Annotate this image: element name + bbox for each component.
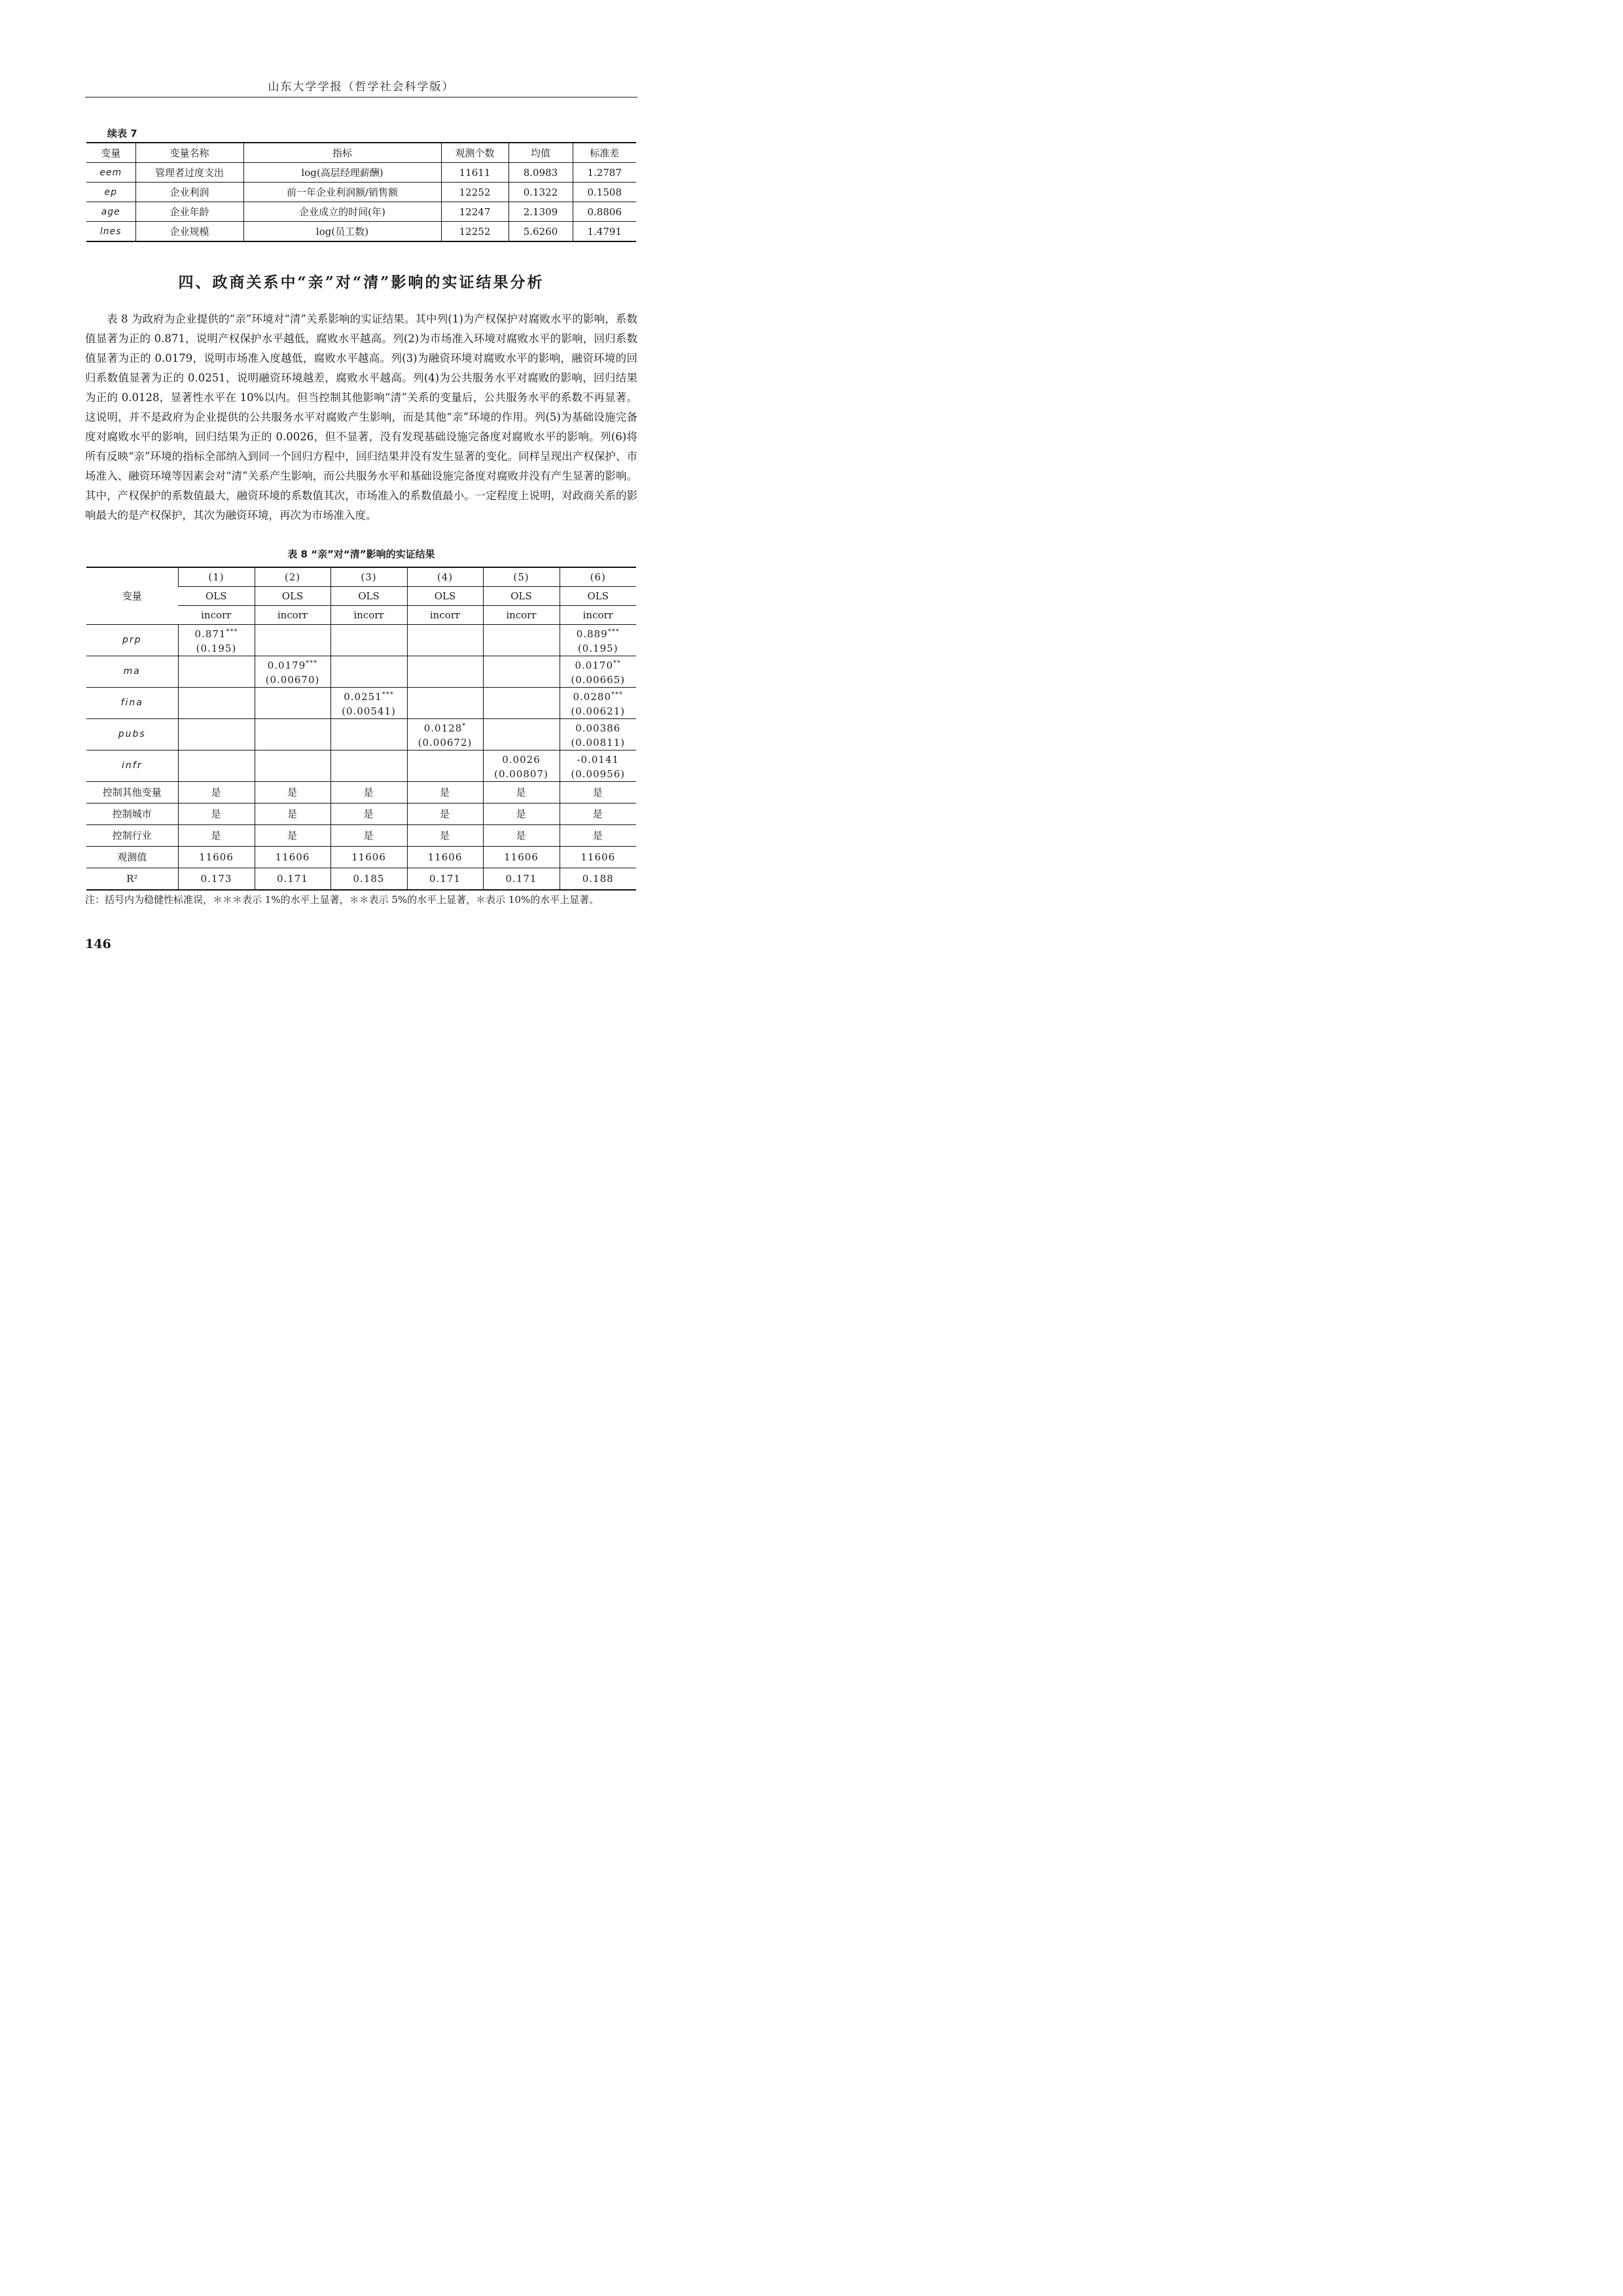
- table8-control-row: [86, 781, 636, 803]
- table8-coef-cell: [255, 624, 330, 656]
- significance-stars: *: [462, 722, 467, 730]
- table8-coef-cell: [178, 750, 255, 781]
- table8-coef-cell: [483, 624, 560, 656]
- table7-header-cell: 指标: [243, 143, 441, 163]
- body-paragraph: 表 8 为政府为企业提供的“亲”环境对“清”关系影响的实证结果。其中列(1)为产权保护对腐败水平的影响，系数值显著为正的 0.871，说明产权保护水平越低，腐败水平越高。列(2)为市场准入环境对腐败水平的影响，回归系数值显著为正的 0.0179，说明市场准入度越低，腐败水平越高。列(3)为融资环境对腐败水平的影响，融资环境的回归系数值显著为正的 0.0251，说明融资环境越差，腐败水平越高。列(4)为公共服务水平对腐败的影响，回归结果为正的 0.0128，显著性水平在 10%以内。但当控制其他影响“清”关系的变量后，公共服务水平的系数不再显著。这说明，并不是政府为企业提供的公共服务水平对腐败产生影响，而是其他“亲”环境的作用。列(5)为基础设施完备度对腐败水平的影响，回归结果为正的 0.0026，但不显著，没有发现基础设施完备度对腐败水平的影响。列(6)将所有反映“亲”环境的指标全部纳入到同一个回归方程中，回归结果并没有发生显著的变化。同样呈现出产权保护、市场准入、融资环境等因素会对“清”关系产生影响，而公共服务水平和基础设施完备度对腐败并没有产生显著的影响。其中，产权保护的系数值最大，融资环境的系数值其次，市场准入的系数值最小。一定程度上说明，对政商关系的影响最大的是产权保护，其次为融资环境，再次为市场准入度。: [85, 313, 637, 521]
- table7-header-row: [86, 143, 636, 163]
- table8-coef-cell: [560, 624, 636, 656]
- table7-cell: log(高层经理薪酬): [243, 163, 441, 183]
- table8-col-num: (4): [407, 567, 483, 586]
- table8-depvar: incorr: [178, 605, 255, 624]
- standard-error: (0.00541): [342, 705, 396, 717]
- significance-stars: ***: [382, 690, 394, 698]
- table8-col-num: (5): [483, 567, 560, 586]
- table8-control-value: 是: [330, 824, 407, 846]
- coefficient: 0.0280: [573, 690, 611, 703]
- table8-var-cell: infr: [86, 750, 178, 781]
- table8-coef-row: [86, 624, 636, 656]
- table8-coef-cell: [330, 656, 407, 687]
- table7-header-cell: 变量: [86, 143, 135, 163]
- table7-cell: 企业成立的时间(年): [243, 202, 441, 222]
- table7-cell: 管理者过度支出: [135, 163, 243, 183]
- table8-coef-cell: [407, 656, 483, 687]
- table7-cell: 0.8806: [573, 202, 636, 222]
- table7-var-cell: eem: [86, 163, 135, 183]
- table8-coef-cell: [407, 750, 483, 781]
- table8-control-label: 控制城市: [86, 803, 178, 824]
- table7-cell: 8.0983: [508, 163, 573, 183]
- table8-var-cell: pubs: [86, 718, 178, 750]
- table8-coef-cell: [330, 750, 407, 781]
- table8-col-num: (3): [330, 567, 407, 586]
- table8-control-value: 11606: [330, 846, 407, 868]
- table8-control-value: 11606: [255, 846, 330, 868]
- coefficient: 0.0170: [575, 659, 613, 671]
- running-header: 山东大学学报（哲学社会科学版）: [268, 80, 455, 94]
- table8-depvar: incorr: [560, 605, 636, 624]
- table8-control-value: 0.171: [483, 868, 560, 890]
- standard-error: (0.00621): [571, 705, 626, 717]
- table8-control-value: 是: [560, 824, 636, 846]
- table8-coef-cell: [178, 656, 255, 687]
- coefficient: 0.0128: [423, 722, 463, 734]
- table8-method: OLS: [255, 586, 330, 605]
- table7-header-cell: 观测个数: [441, 143, 508, 163]
- table8-control-value: 是: [407, 803, 483, 824]
- table8-control-value: 是: [178, 803, 255, 824]
- coefficient: 0.0179: [267, 659, 306, 671]
- table8-coef-cell: [407, 718, 483, 750]
- table8-control-row: [86, 868, 636, 890]
- table8-var-cell: fina: [86, 687, 178, 718]
- table8-column-number-row: [86, 567, 636, 586]
- table8-coef-cell: [483, 718, 560, 750]
- table7-cell: 12252: [441, 183, 508, 202]
- table8-coef-cell: [560, 750, 636, 781]
- table7: [86, 142, 636, 242]
- table8-control-label: R²: [86, 868, 178, 890]
- table8-coef-cell: [483, 687, 560, 718]
- table8-depvar: incorr: [407, 605, 483, 624]
- table8-control-row: [86, 824, 636, 846]
- table8-control-value: 是: [255, 781, 330, 803]
- significance-stars: ***: [611, 690, 623, 698]
- standard-error: (0.195): [577, 642, 618, 654]
- coefficient: 0.889: [576, 627, 608, 640]
- table8-caption: 表 8 “亲”对“清”影响的实证结果: [287, 548, 435, 560]
- table8-coef-row: [86, 687, 636, 718]
- table8-coef-cell: [560, 718, 636, 750]
- standard-error: (0.00670): [265, 673, 320, 686]
- table7-var-cell: age: [86, 202, 135, 222]
- table8-coef-cell: [255, 750, 330, 781]
- table8-coef-cell: [255, 656, 330, 687]
- table7-cell: log(员工数): [243, 222, 441, 242]
- standard-error: (0.195): [196, 642, 237, 654]
- table8-control-value: 0.188: [560, 868, 636, 890]
- table8-coef-row: [86, 750, 636, 781]
- table8-control-value: 11606: [178, 846, 255, 868]
- table8-coef-cell: [255, 687, 330, 718]
- table8-control-label: 控制其他变量: [86, 781, 178, 803]
- table8-depvar: incorr: [255, 605, 330, 624]
- table8-coef-cell: [560, 656, 636, 687]
- coefficient: -0.0141: [577, 753, 620, 766]
- table8-coef-cell: [330, 624, 407, 656]
- table7-cell: 11611: [441, 163, 508, 183]
- table8-control-value: 11606: [483, 846, 560, 868]
- table8-depvar: incorr: [483, 605, 560, 624]
- table8-method: OLS: [178, 586, 255, 605]
- table8-depvar: incorr: [330, 605, 407, 624]
- coefficient: 0.0026: [502, 753, 541, 766]
- table8-control-value: 0.171: [407, 868, 483, 890]
- table8-coef-cell: [483, 750, 560, 781]
- table7-cell: 12252: [441, 222, 508, 242]
- table8-control-value: 0.185: [330, 868, 407, 890]
- table8-coef-cell: [407, 624, 483, 656]
- table8-control-row: [86, 803, 636, 824]
- table7-caption: 续表 7: [107, 128, 137, 139]
- table8-method: OLS: [560, 586, 636, 605]
- table8-method: OLS: [407, 586, 483, 605]
- table7-cell: 2.1309: [508, 202, 573, 222]
- table7-cell: 企业年龄: [135, 202, 243, 222]
- table8-control-value: 11606: [407, 846, 483, 868]
- table7-header-cell: 均值: [508, 143, 573, 163]
- table7-row: [86, 163, 636, 183]
- table8-control-value: 是: [330, 803, 407, 824]
- table8-coef-row: [86, 718, 636, 750]
- table8-control-label: 观测值: [86, 846, 178, 868]
- table7-row: [86, 183, 636, 202]
- table7-cell: 前一年企业利润额/销售额: [243, 183, 441, 202]
- table7-cell: 企业利润: [135, 183, 243, 202]
- table8-control-value: 是: [483, 824, 560, 846]
- significance-stars: ***: [306, 659, 318, 667]
- table8-control-value: 是: [255, 803, 330, 824]
- significance-stars: **: [613, 659, 621, 667]
- table8-control-value: 是: [483, 803, 560, 824]
- table7-cell: 1.2787: [573, 163, 636, 183]
- table8-control-value: 是: [255, 824, 330, 846]
- table8-control-value: 是: [560, 803, 636, 824]
- table8-col-num: (2): [255, 567, 330, 586]
- table8-control-value: 是: [178, 781, 255, 803]
- table7-cell: 0.1508: [573, 183, 636, 202]
- table8-control-value: 是: [407, 824, 483, 846]
- standard-error: (0.00807): [494, 768, 548, 780]
- section-title: 四、政商关系中“亲”对“清”影响的实证结果分析: [178, 274, 544, 291]
- table-note: 注：括号内为稳健性标准误，＊＊＊表示 1%的水平上显著，＊＊表示 5%的水平上显著，＊表示 10%的水平上显著。: [85, 894, 599, 906]
- significance-stars: ***: [226, 627, 238, 635]
- table7-var-cell: lnes: [86, 222, 135, 242]
- standard-error: (0.00811): [571, 736, 626, 749]
- table8-control-value: 是: [483, 781, 560, 803]
- table8-control-value: 是: [407, 781, 483, 803]
- table8-coef-cell: [255, 718, 330, 750]
- standard-error: (0.00672): [418, 736, 473, 749]
- table8-var-cell: prp: [86, 624, 178, 656]
- standard-error: (0.00665): [571, 673, 626, 686]
- table8-col-num: (6): [560, 567, 636, 586]
- table8-control-value: 11606: [560, 846, 636, 868]
- table8-coef-cell: [330, 718, 407, 750]
- table8-coef-cell: [407, 687, 483, 718]
- table7-row: [86, 222, 636, 242]
- table8-control-label: 控制行业: [86, 824, 178, 846]
- table7-row: [86, 202, 636, 222]
- coefficient: 0.0251: [344, 690, 382, 703]
- table7-cell: 0.1322: [508, 183, 573, 202]
- table8-method: OLS: [330, 586, 407, 605]
- table7-var-cell: ep: [86, 183, 135, 202]
- table8-coef-cell: [178, 624, 255, 656]
- table8-coef-cell: [178, 718, 255, 750]
- coefficient: 0.871: [194, 627, 226, 640]
- standard-error: (0.00956): [571, 768, 626, 780]
- table8-coef-cell: [330, 687, 407, 718]
- table7-cell: 5.6260: [508, 222, 573, 242]
- table8-coef-row: [86, 656, 636, 687]
- coefficient: 0.00386: [575, 722, 621, 734]
- table8-control-value: 是: [560, 781, 636, 803]
- page-number: 146: [85, 937, 111, 951]
- table8: [86, 567, 636, 891]
- table8-control-value: 0.171: [255, 868, 330, 890]
- table8-control-row: [86, 846, 636, 868]
- table7-cell: 12247: [441, 202, 508, 222]
- table8-method: OLS: [483, 586, 560, 605]
- table8-col-num: (1): [178, 567, 255, 586]
- table8-coef-cell: [560, 687, 636, 718]
- table7-cell: 企业规模: [135, 222, 243, 242]
- table8-coef-cell: [483, 656, 560, 687]
- table8-coef-cell: [178, 687, 255, 718]
- table7-cell: 1.4791: [573, 222, 636, 242]
- table7-header-cell: 变量名称: [135, 143, 243, 163]
- table7-header-cell: 标准差: [573, 143, 636, 163]
- table8-var-header: 变量: [86, 567, 178, 624]
- table8-control-value: 是: [330, 781, 407, 803]
- table8-var-cell: ma: [86, 656, 178, 687]
- table8-control-value: 是: [178, 824, 255, 846]
- significance-stars: ***: [607, 627, 620, 635]
- table8-control-value: 0.173: [178, 868, 255, 890]
